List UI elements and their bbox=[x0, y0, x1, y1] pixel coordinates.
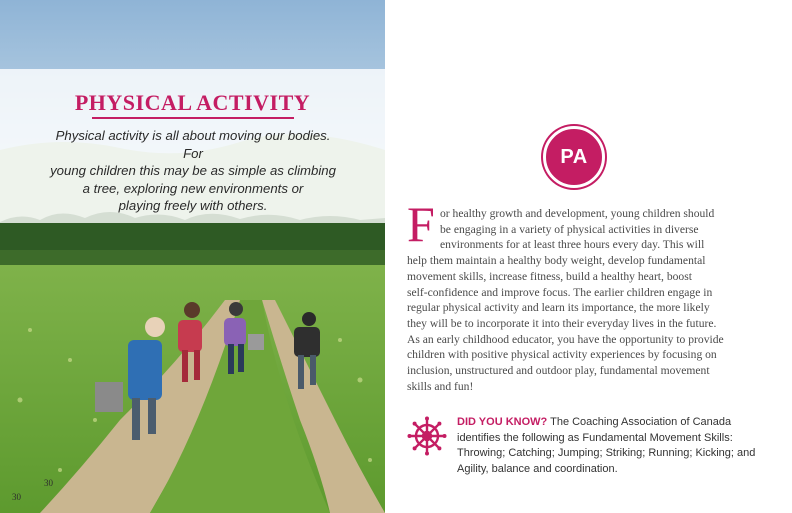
drop-cap: F bbox=[407, 196, 435, 252]
did-you-know-box bbox=[457, 415, 787, 477]
section-title: PHYSICAL ACTIVITY bbox=[74, 90, 311, 115]
right-page bbox=[385, 0, 792, 513]
body-line: environments for at least three hours every day. This will bbox=[440, 238, 705, 252]
intro-line: playing freely with others. bbox=[118, 198, 268, 213]
body-line: skills and fun! bbox=[407, 379, 474, 393]
body-line: movement skills, increase fitness, build a healthy heart, boost bbox=[407, 269, 692, 283]
intro-text bbox=[48, 127, 338, 215]
body-line: regular physical activity and learn its importance, the more likely bbox=[407, 301, 710, 315]
pa-badge bbox=[543, 126, 605, 188]
left-page bbox=[0, 0, 385, 513]
body-line: As an early childhood educator, you have the opportunity to provide bbox=[407, 332, 724, 346]
title-underline bbox=[92, 117, 294, 119]
body-paragraph bbox=[407, 206, 775, 394]
intro-line: young children this may be as simple as climbing bbox=[50, 163, 336, 178]
body-line: children with positive physical activity experiences by focusing on bbox=[407, 348, 717, 362]
body-line: or healthy growth and development, young children should bbox=[440, 207, 715, 220]
did-you-know-line: Agility, balance and coordination. bbox=[457, 462, 618, 475]
intro-line: a tree, exploring new environments or bbox=[82, 180, 304, 196]
did-you-know-line: The Coaching Association of Canada bbox=[547, 416, 732, 428]
pa-badge-label: PA bbox=[560, 145, 588, 168]
body-line: be engaging in a variety of physical activities in diverse bbox=[440, 222, 699, 236]
ships-wheel-icon bbox=[407, 416, 447, 456]
did-you-know-line: Throwing; Catching; Jumping; Striking; Running; Kicking; and bbox=[457, 447, 756, 459]
body-line: they will be to incorporate it into their everyday lives in the future. bbox=[407, 316, 717, 330]
page-number-echo: 30 bbox=[44, 478, 53, 488]
did-you-know-line: identifies the following as Fundamental Movement Skills: bbox=[457, 431, 733, 444]
body-line: inclusion, unstructured and outdoor play, fundamental movement bbox=[407, 364, 710, 378]
page-number: 30 bbox=[12, 492, 21, 502]
intro-line: Physical activity is all about moving our bodies. For bbox=[55, 128, 331, 161]
body-line: self-confidence and improve focus. The earlier children engage in bbox=[407, 285, 713, 299]
did-you-know-label: DID YOU KNOW? bbox=[457, 416, 548, 428]
body-line: help them maintain a healthy body weight, develop fundamental bbox=[407, 254, 706, 268]
